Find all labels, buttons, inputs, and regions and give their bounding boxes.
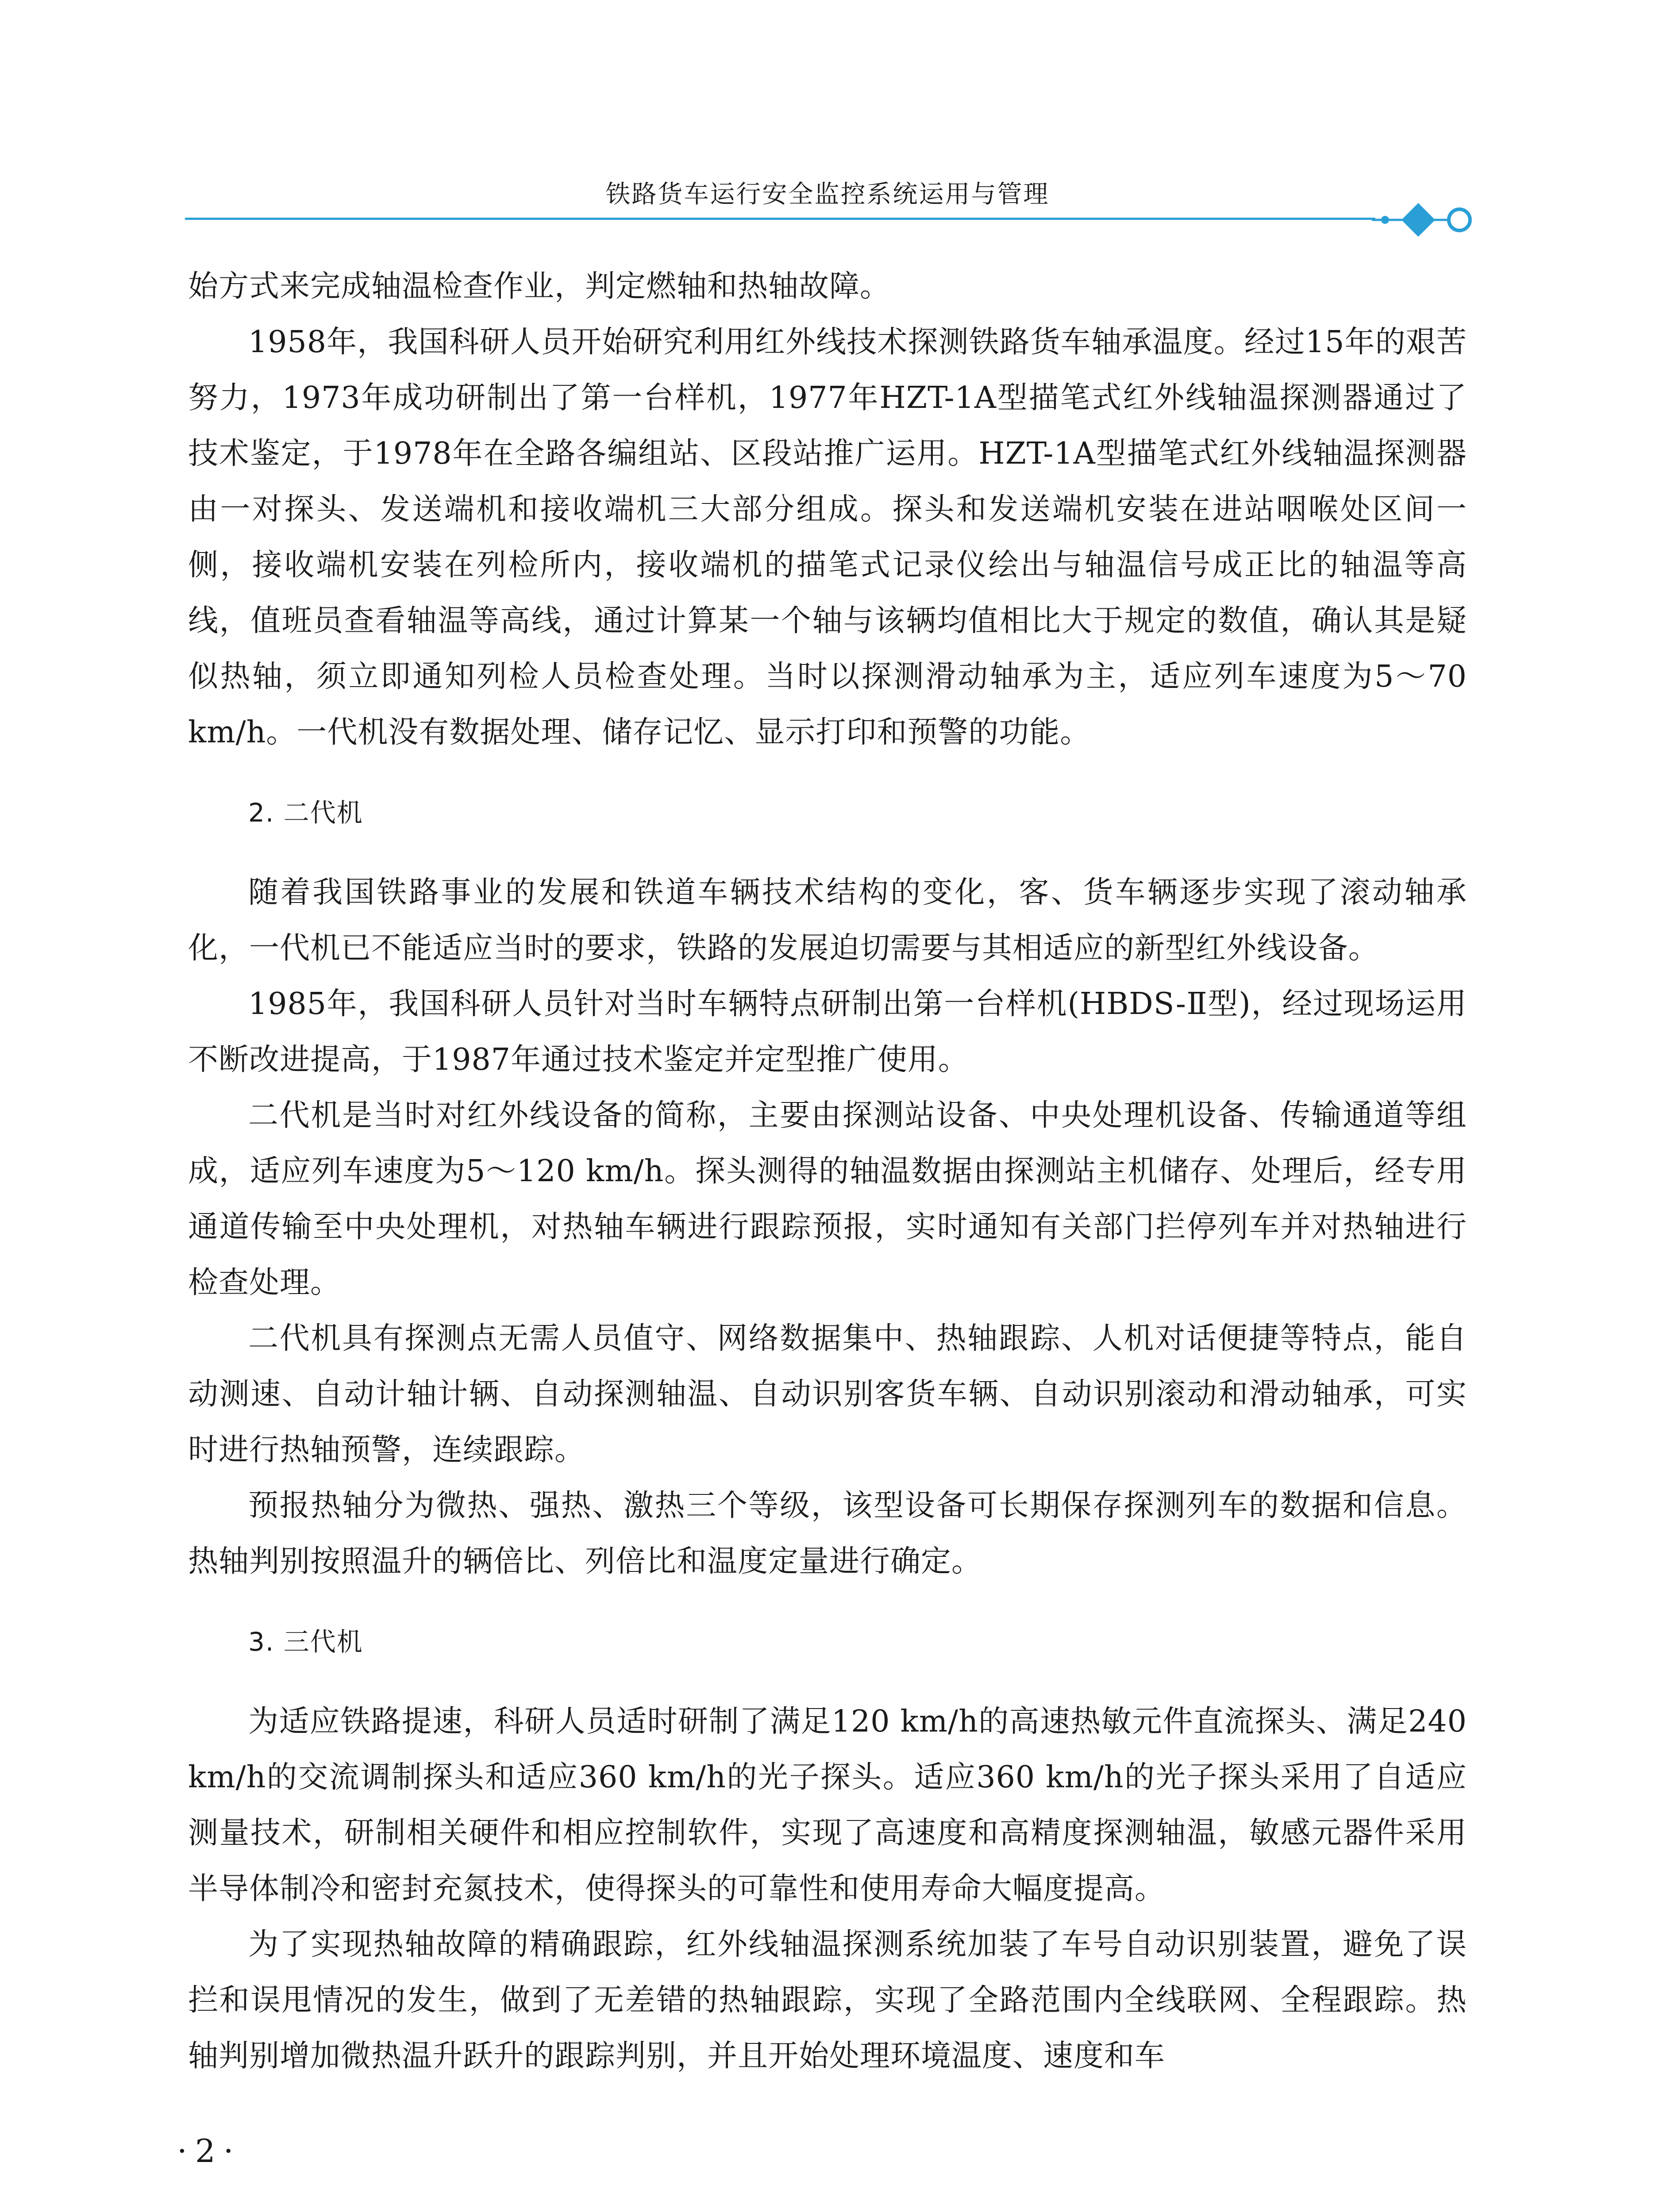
paragraph: 1958年，我国科研人员开始研究利用红外线技术探测铁路货车轴承温度。经过15年的艰苦努力，1973年成功研制出了第一台样机，1977年HZT-1A型描笔式红外线轴温探测器通过了技术鉴定，于1978年在全路各编组站、区段站推广运用。HZT-1A型描笔式红外线轴温探测器由一对探头、发送端机和接收端机三大部分组成。探头和发送端机安装在进站咽喉处区间一侧，接收端机安装在列检所内，接收端机的描笔式记录仪绘出与轴温信号成正比的轴温等高线，值班员查看轴温等高线，通过计算某一个轴与该辆均值相比大于规定的数值，确认其是疑似热轴，须立即通知列检人员检查处理。当时以探测滑动轴承为主，适应列车速度为5～70 km/h。一代机没有数据处理、储存记忆、显示打印和预警的功能。 (188, 325, 1467, 750)
page-number: ·2· (177, 2132, 242, 2170)
body-text (188, 259, 1467, 2084)
paragraph: 始方式来完成轴温检查作业，判定燃轴和热轴故障。 (188, 269, 891, 304)
section-heading: 3. 三代机 (248, 1627, 363, 1657)
paragraph: 二代机是当时对红外线设备的简称，主要由探测站设备、中央处理机设备、传输通道等组成，适应列车速度为5～120 km/h。探头测得的轴温数据由探测站主机储存、处理后，经专用通道传输至中央处理机，对热轴车辆进行跟踪预报，实时通知有关部门拦停列车并对热轴进行检查处理。 (188, 1098, 1467, 1300)
paragraph: 1985年，我国科研人员针对当时车辆特点研制出第一台样机(HBDS-Ⅱ型)，经过现场运用不断改进提高，于1987年通过技术鉴定并定型推广使用。 (188, 987, 1467, 1077)
paragraph: 二代机具有探测点无需人员值守、网络数据集中、热轴跟踪、人机对话便捷等特点，能自动测速、自动计轴计辆、自动探测轴温、自动识别客货车辆、自动识别滚动和滑动轴承，可实时进行热轴预警，连续跟踪。 (188, 1321, 1467, 1467)
running-header-title: 铁路货车运行安全监控系统运用与管理 (605, 180, 1050, 209)
section-heading: 2. 二代机 (248, 798, 363, 828)
header-diamond-ornament-icon (1372, 200, 1478, 240)
header-rule (185, 218, 1375, 220)
paragraph: 为适应铁路提速，科研人员适时研制了满足120 km/h的高速热敏元件直流探头、满足240 km/h的交流调制探头和适应360 km/h的光子探头。适应360 km/h的光子探头采用了自适应测量技术，研制相关硬件和相应控制软件，实现了高速度和高精度探测轴温，敏感元器件采用半导体制冷和密封充氮技术，使得探头的可靠性和使用寿命大幅度提高。 (188, 1704, 1467, 1906)
paragraph: 预报热轴分为微热、强热、激热三个等级，该型设备可长期保存探测列车的数据和信息。热轴判别按照温升的辆倍比、列倍比和温度定量进行确定。 (188, 1488, 1467, 1579)
paragraph: 为了实现热轴故障的精确跟踪，红外线轴温探测系统加装了车号自动识别装置，避免了误拦和误甩情况的发生，做到了无差错的热轴跟踪，实现了全路范围内全线联网、全程跟踪。热轴判别增加微热温升跃升的跟踪判别，并且开始处理环境温度、速度和车 (188, 1927, 1467, 2074)
paragraph: 随着我国铁路事业的发展和铁道车辆技术结构的变化，客、货车辆逐步实现了滚动轴承化，一代机已不能适应当时的要求，铁路的发展迫切需要与其相适应的新型红外线设备。 (188, 875, 1467, 966)
